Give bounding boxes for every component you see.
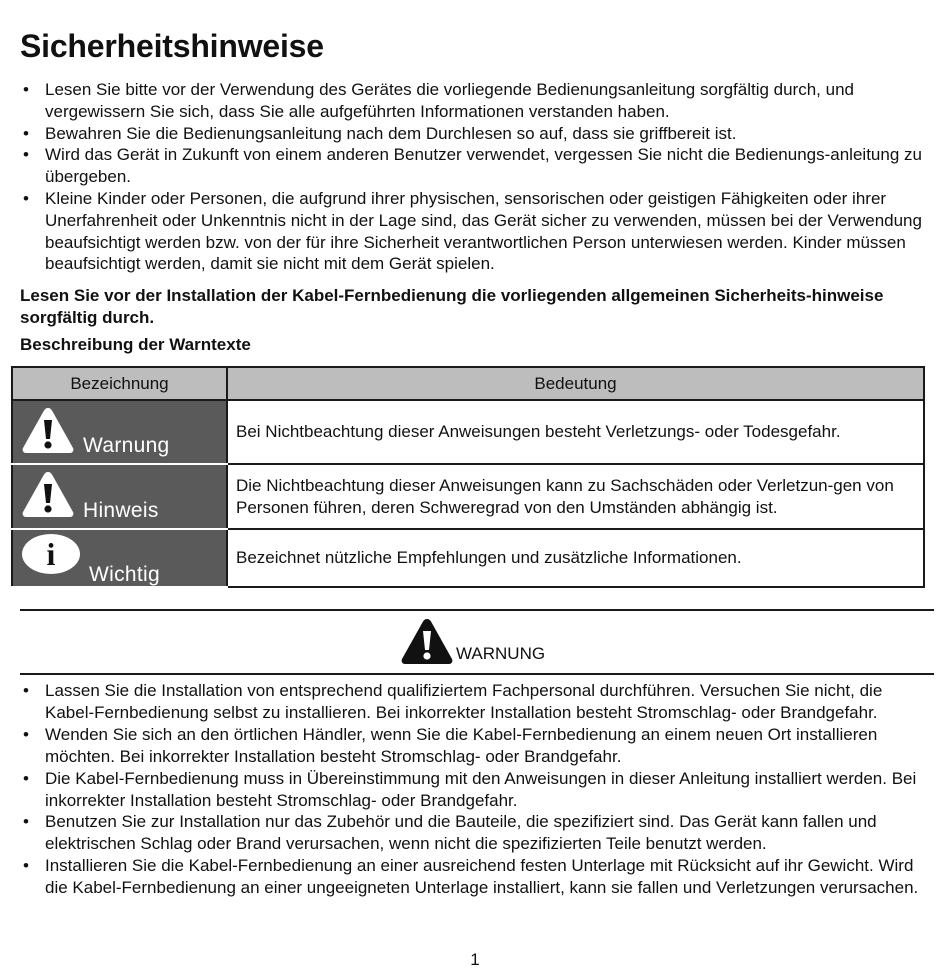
intro-bullet-list (20, 79, 936, 275)
warning-texts-table (11, 366, 925, 588)
intro-bullet: • Kleine Kinder oder Personen, die aufgrund ihrer physischen, sensorischen oder geistigen Fähigkeiten oder ihrer Unerfahrenheit oder Unkenntnis nicht in der Lage sind, das Gerät sicher zu verwenden, müssen bei der Verwendung beaufsichtigt werden bzw. von der für ihre Sicherheit verantwortlichen Person unterwiesen werden. Kinder müssen beaufsichtigt werden, damit sie nicht mit dem Gerät spielen. (20, 188, 936, 275)
section-divider-bottom (20, 673, 934, 675)
installation-safety-note: Lesen Sie vor der Installation der Kabel-Fernbedienung die vorliegenden allgemeinen Sicherheits-hinweise sorgfältig durch. (20, 286, 884, 327)
table-header-row (12, 367, 924, 400)
warning-texts-subheading: Beschreibung der Warntexte (20, 335, 251, 354)
warning-bullet: • Benutzen Sie zur Installation nur das Zubehör und die Bauteile, die spezifiziert sind. Das Gerät kann fallen und elektrischen Schlag oder Brand verursachen, wenn nicht die spezifizierten Teile benutzt werden. (20, 811, 936, 855)
label-cell-hinweis (12, 464, 227, 528)
label-cell-wichtig (12, 529, 227, 587)
warning-bullet: • Lassen Sie die Installation von entsprechend qualifiziertem Fachpersonal durchführen. Versuchen Sie nicht, die Kabel-Fernbedienung selbst zu installieren. Bei inkorrekter Installation besteht Stromschlag- oder Brandgefahr. (20, 680, 936, 724)
warning-triangle-icon (21, 470, 75, 518)
label-text: Wichtig (89, 563, 160, 586)
table-row (12, 464, 924, 528)
intro-bullet: • Lesen Sie bitte vor der Verwendung des Gerätes die vorliegende Bedienungsanleitung sorgfältig durch, und vergewissern Sie sich, dass Sie alle aufgeführten Informationen verstanden haben. (20, 79, 936, 123)
meaning-cell: Bei Nichtbeachtung dieser Anweisungen besteht Verletzungs- oder Todesgefahr. (227, 400, 924, 464)
meaning-cell: Die Nichtbeachtung dieser Anweisungen kann zu Sachschäden oder Verletzun-gen von Personen führen, deren Schweregrad von den Umständen abhängig ist. (227, 464, 924, 528)
warning-bullet: • Installieren Sie die Kabel-Fernbedienung an einer ausreichend festen Unterlage mit Rücksicht auf ihr Gewicht. Wird die Kabel-Fernbedienung an einer ungeeigneten Unterlage installiert, kann sie fallen und Verletzungen verursachen. (20, 855, 936, 899)
warning-triangle-icon (400, 617, 454, 665)
warning-section-header (400, 617, 545, 665)
column-header-meaning: Bedeutung (227, 367, 924, 400)
page-title: Sicherheitshinweise (20, 28, 324, 64)
info-icon (21, 532, 81, 576)
warning-bullet: • Die Kabel-Fernbedienung muss in Übereinstimmung mit den Anweisungen in dieser Anleitung installiert werden. Bei inkorrekter Installation besteht Stromschlag- oder Brandgefahr. (20, 768, 936, 812)
intro-bullet: • Wird das Gerät in Zukunft von einem anderen Benutzer verwendet, vergessen Sie nicht die Bedienungs-anleitung zu übergeben. (20, 144, 936, 188)
table-row (12, 529, 924, 587)
warning-triangle-icon (21, 406, 75, 454)
label-cell-warnung (12, 400, 227, 464)
meaning-cell: Bezeichnet nützliche Empfehlungen und zusätzliche Informationen. (227, 529, 924, 587)
section-divider-top (20, 609, 934, 611)
intro-bullet: • Bewahren Sie die Bedienungsanleitung nach dem Durchlesen so auf, dass sie griffbereit ist. (20, 123, 936, 145)
page-number: 1 (470, 950, 480, 969)
table-row (12, 400, 924, 464)
label-text: Warnung (83, 434, 170, 458)
column-header-designation: Bezeichnung (12, 367, 227, 400)
warning-bullet: • Wenden Sie sich an den örtlichen Händler, wenn Sie die Kabel-Fernbedienung an einem neuen Ort installieren möchten. Bei inkorrekter Installation besteht Stromschlag- oder Brandgefahr. (20, 724, 936, 768)
warning-bullet-list (20, 680, 936, 899)
label-text: Hinweis (83, 498, 159, 522)
warning-section-heading: WARNUNG (456, 644, 546, 663)
svg-text:i: i (46, 536, 56, 572)
